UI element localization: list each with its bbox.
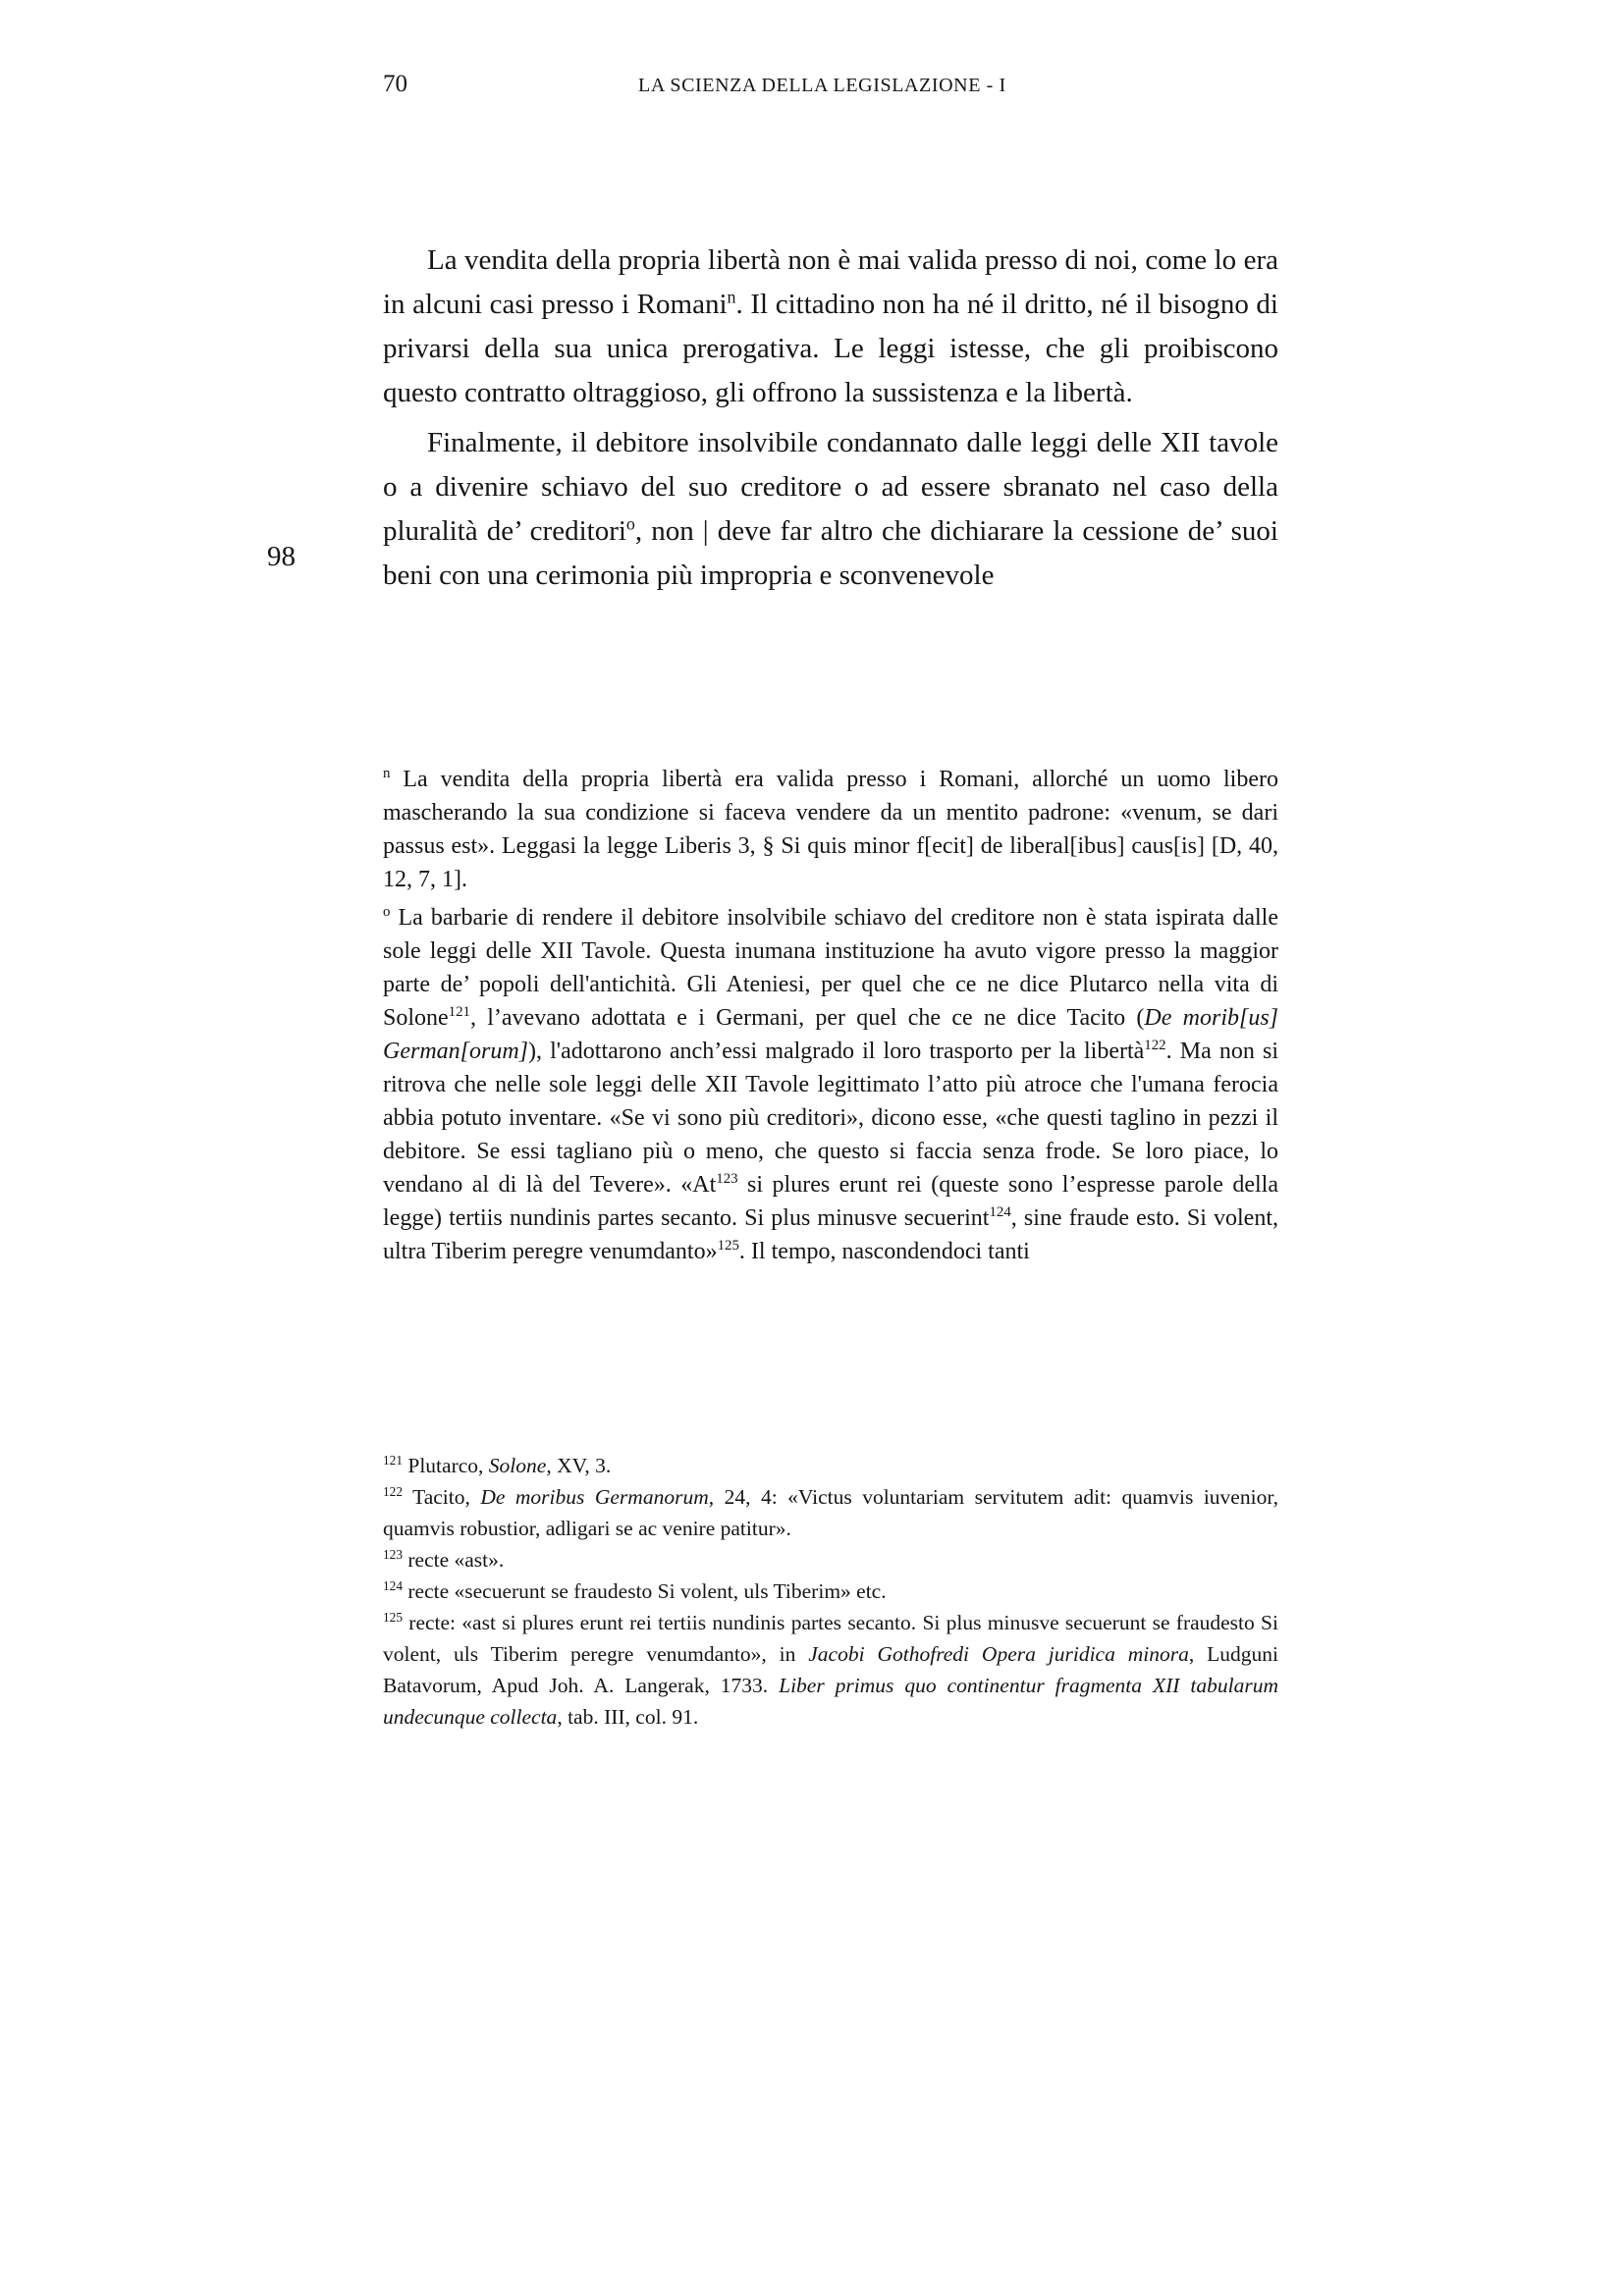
main-text-block bbox=[383, 239, 1278, 598]
page-number: 70 bbox=[383, 71, 407, 97]
footnote-124: $^{124}$ recte «secuerunt se fraudesto Si volent, uls Tiberim» etc. bbox=[383, 1577, 887, 1603]
footnote-125: $^{125}$ recte: «ast si plures erunt rei tertiis nundinis partes secanto. Si plus minusve secuerunt se fraudesto Si volent, uls Tiberim peregre venumdanto», in Jacobi Gothofredi Opera juridica minora, Ludguni Batavorum, Apud Joh. A. Langerak, 1733. Liber primus quo continentur fragmenta XII tabularum undecunque collecta, tab. III, col. 91. bbox=[383, 1609, 1278, 1729]
footnote-122: $^{122}$ Tacito, De moribus Germanorum, 24, 4: «Victus voluntariam servitutem adit: quamvis iuvenior, quamvis robustior, adligari se ac venire patitur». bbox=[383, 1483, 1278, 1540]
body-paragraph: Finalmente, il debitore insolvibile condannato dalle leggi delle XII tavole o a divenire schiavo del suo creditore o ad essere sbranato nel caso della pluralità de’ creditori$^o$, non | deve far altro che dichiarare la cessione de’ suoi beni con una cerimonia più impropria e sconvenevole bbox=[383, 427, 1278, 591]
footnote-123: $^{123}$ recte «ast». bbox=[383, 1546, 505, 1572]
margin-page-number: 98 bbox=[267, 541, 296, 572]
footnote-o: $^o$ La barbarie di rendere il debitore insolvibile schiavo del creditore non è stata ispirata dalle sole leggi delle XII Tavole. Questa inumana instituzione ha avuto vigore presso la maggior parte de’ popoli dell'antichità. Gli Ateniesi, per quel che ce ne dice Plutarco nella vita di Solone$^{121}$, l’avevano adottata e i Germani, per quel che ce ne dice Tacito (De morib[us] German[orum]), l'adottarono anch’essi malgrado il loro trasporto per la libertà$^{122}$. Ma non si ritrova che nelle sole leggi delle XII Tavole legittimato l’atto più atroce che l'umana ferocia abbia potuto inventare. «Se vi sono più creditori», dicono esse, «che questi taglino in pezzi il debitore. Se essi tagliano più o meno, che questo si faccia senza frode. Se loro piace, lo vendano al di là del Tevere». «At$^{123}$ si plures erunt rei (queste sono l’espresse parole della legge) tertiis nundinis partes secanto. Si plus minusve secuerint$^{124}$, sine fraude esto. Si volent, ultra Tiberim peregre venumdanto»$^{125}$. Il tempo, nascondendoci tanti bbox=[383, 904, 1279, 1264]
footnote-121: $^{121}$ Plutarco, Solone, XV, 3. bbox=[383, 1452, 612, 1477]
body-paragraph: La vendita della propria libertà non è mai valida presso di noi, come lo era in alcuni casi presso i Romani$^n$. Il cittadino non ha né il dritto, né il bisogno di privarsi della sua unica prerogativa. Le leggi istesse, che gli proibiscono questo contratto oltraggioso, gli offrono la sussistenza e la libertà. bbox=[383, 244, 1278, 408]
lettered-footnotes-block bbox=[383, 763, 1278, 1268]
running-title: LA SCIENZA DELLA LEGISLAZIONE - I bbox=[638, 75, 1006, 96]
footnote-n: $^n$ La vendita della propria libertà era valida presso i Romani, allorché un uomo libero mascherando la sua condizione si faceva vendere da un mentito padrone: «venum, se dari passus est». Leggasi la legge Liberis 3, § Si quis minor f[ecit] de liberal[ibus] caus[is] [D, 40, 12, 7, 1]. bbox=[383, 766, 1278, 892]
numbered-footnotes-block bbox=[383, 1450, 1278, 1733]
